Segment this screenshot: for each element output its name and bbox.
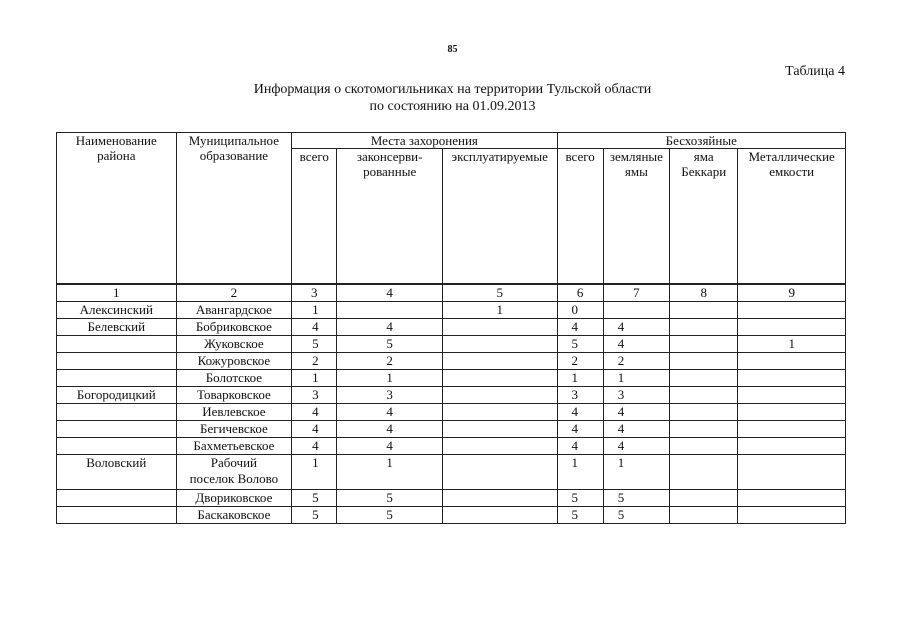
title-line-1: Информация о скотомогильниках на территории Тульской области	[253, 82, 652, 97]
table-row	[57, 370, 846, 387]
table-row	[57, 455, 846, 490]
district-cell	[57, 490, 177, 507]
beccari-cell	[670, 455, 738, 490]
column-number: 4	[337, 284, 443, 302]
column-number-row	[57, 284, 846, 302]
earth-pits-cell: 5	[603, 490, 669, 507]
table-row	[57, 353, 846, 370]
municipality-line-1: Рабочий	[210, 455, 257, 470]
district-cell: Алексинский	[57, 302, 177, 319]
municipality-line-2: поселок Волово	[189, 471, 279, 486]
conserved-cell: 4	[337, 438, 443, 455]
earth-pits-cell: 4	[603, 336, 669, 353]
table-row	[57, 438, 846, 455]
municipality-cell: Бахметьевское	[176, 438, 292, 455]
beccari-cell	[670, 490, 738, 507]
table-row	[57, 490, 846, 507]
municipality-cell: Жуковское	[176, 336, 292, 353]
metal-containers-cell	[738, 353, 846, 370]
earth-pits-cell	[603, 302, 669, 319]
earth-pits-cell: 4	[603, 404, 669, 421]
beccari-cell	[670, 404, 738, 421]
district-cell	[57, 507, 177, 524]
ownerless-total-cell: 1	[557, 455, 603, 490]
operating-cell	[442, 370, 557, 387]
header-metal-containers: Металлические емкости	[738, 149, 846, 285]
conserved-cell: 3	[337, 387, 443, 404]
column-number: 2	[176, 284, 292, 302]
operating-cell	[442, 421, 557, 438]
column-number: 8	[670, 284, 738, 302]
metal-containers-cell	[738, 455, 846, 490]
conserved-cell: 5	[337, 336, 443, 353]
table-row	[57, 421, 846, 438]
column-number: 7	[603, 284, 669, 302]
table-row	[57, 336, 846, 353]
ownerless-total-cell: 4	[557, 404, 603, 421]
municipality-cell: Двориковское	[176, 490, 292, 507]
total-cell: 1	[292, 302, 337, 319]
title-line-2: по состоянию на 01.09.2013	[369, 99, 536, 114]
conserved-cell: 5	[337, 507, 443, 524]
ownerless-total-cell: 3	[557, 387, 603, 404]
cattle-burial-table	[56, 132, 846, 524]
ownerless-total-cell: 1	[557, 370, 603, 387]
district-cell	[57, 438, 177, 455]
column-number: 3	[292, 284, 337, 302]
conserved-cell: 2	[337, 353, 443, 370]
metal-containers-cell	[738, 370, 846, 387]
operating-cell	[442, 490, 557, 507]
conserved-cell: 1	[337, 370, 443, 387]
conserved-cell: 4	[337, 421, 443, 438]
district-cell: Воловский	[57, 455, 177, 490]
operating-cell	[442, 404, 557, 421]
total-cell: 4	[292, 404, 337, 421]
header-district: Наименование района	[57, 133, 177, 285]
operating-cell	[442, 455, 557, 490]
conserved-cell: 4	[337, 319, 443, 336]
column-number: 1	[57, 284, 177, 302]
operating-cell	[442, 387, 557, 404]
beccari-cell	[670, 353, 738, 370]
district-cell	[57, 421, 177, 438]
operating-cell	[442, 507, 557, 524]
total-cell: 3	[292, 387, 337, 404]
header-ownerless: Бесхозяйные	[557, 133, 846, 149]
header-burial-places: Места захоронения	[292, 133, 557, 149]
header-total: всего	[292, 149, 337, 285]
table-row	[57, 319, 846, 336]
metal-containers-cell	[738, 387, 846, 404]
municipality-cell: Бегичевское	[176, 421, 292, 438]
earth-pits-cell: 4	[603, 421, 669, 438]
total-cell: 1	[292, 370, 337, 387]
metal-containers-cell	[738, 421, 846, 438]
column-number: 6	[557, 284, 603, 302]
beccari-cell	[670, 336, 738, 353]
municipality-cell: Товарковское	[176, 387, 292, 404]
header-municipality: Муниципальное образование	[176, 133, 292, 285]
ownerless-total-cell: 0	[557, 302, 603, 319]
beccari-cell	[670, 421, 738, 438]
header-beccari-pit: яма Беккари	[670, 149, 738, 285]
total-cell: 2	[292, 353, 337, 370]
table-row	[57, 387, 846, 404]
district-cell: Белевский	[57, 319, 177, 336]
total-cell: 1	[292, 455, 337, 490]
earth-pits-cell: 1	[603, 455, 669, 490]
municipality-cell: Болотское	[176, 370, 292, 387]
conserved-cell: 5	[337, 490, 443, 507]
beccari-cell	[670, 438, 738, 455]
beccari-cell	[670, 302, 738, 319]
metal-containers-cell	[738, 507, 846, 524]
page-number: 85	[447, 44, 458, 55]
municipality-cell: Авангардское	[176, 302, 292, 319]
municipality-cell	[176, 455, 292, 490]
district-cell	[57, 404, 177, 421]
earth-pits-cell: 3	[603, 387, 669, 404]
district-cell	[57, 353, 177, 370]
beccari-cell	[670, 507, 738, 524]
header-operating: эксплуатируемые	[442, 149, 557, 285]
header-earth-pits: земляные ямы	[603, 149, 669, 285]
column-number: 5	[442, 284, 557, 302]
column-number: 9	[738, 284, 846, 302]
beccari-cell	[670, 387, 738, 404]
operating-cell: 1	[442, 302, 557, 319]
header-conserved: законсерви-рованные	[337, 149, 443, 285]
operating-cell	[442, 353, 557, 370]
beccari-cell	[670, 370, 738, 387]
ownerless-total-cell: 4	[557, 319, 603, 336]
total-cell: 5	[292, 336, 337, 353]
earth-pits-cell: 5	[603, 507, 669, 524]
ownerless-total-cell: 4	[557, 438, 603, 455]
ownerless-total-cell: 5	[557, 336, 603, 353]
ownerless-total-cell: 5	[557, 507, 603, 524]
metal-containers-cell	[738, 438, 846, 455]
conserved-cell	[337, 302, 443, 319]
total-cell: 5	[292, 507, 337, 524]
table-row	[57, 404, 846, 421]
ownerless-total-cell: 2	[557, 353, 603, 370]
earth-pits-cell: 1	[603, 370, 669, 387]
conserved-cell: 1	[337, 455, 443, 490]
municipality-cell: Иевлевское	[176, 404, 292, 421]
operating-cell	[442, 336, 557, 353]
earth-pits-cell: 4	[603, 319, 669, 336]
metal-containers-cell	[738, 490, 846, 507]
total-cell: 5	[292, 490, 337, 507]
ownerless-total-cell: 4	[557, 421, 603, 438]
ownerless-total-cell: 5	[557, 490, 603, 507]
table-row	[57, 302, 846, 319]
district-cell: Богородицкий	[57, 387, 177, 404]
table-label: Таблица 4	[785, 64, 845, 79]
earth-pits-cell: 4	[603, 438, 669, 455]
earth-pits-cell: 2	[603, 353, 669, 370]
operating-cell	[442, 438, 557, 455]
beccari-cell	[670, 319, 738, 336]
total-cell: 4	[292, 421, 337, 438]
metal-containers-cell	[738, 302, 846, 319]
municipality-cell: Баскаковское	[176, 507, 292, 524]
table-row	[57, 507, 846, 524]
metal-containers-cell: 1	[738, 336, 846, 353]
document-title	[0, 81, 905, 115]
district-cell	[57, 336, 177, 353]
conserved-cell: 4	[337, 404, 443, 421]
metal-containers-cell	[738, 319, 846, 336]
total-cell: 4	[292, 319, 337, 336]
total-cell: 4	[292, 438, 337, 455]
municipality-cell: Бобриковское	[176, 319, 292, 336]
municipality-cell: Кожуровское	[176, 353, 292, 370]
metal-containers-cell	[738, 404, 846, 421]
header-total-ownerless: всего	[557, 149, 603, 285]
operating-cell	[442, 319, 557, 336]
district-cell	[57, 370, 177, 387]
